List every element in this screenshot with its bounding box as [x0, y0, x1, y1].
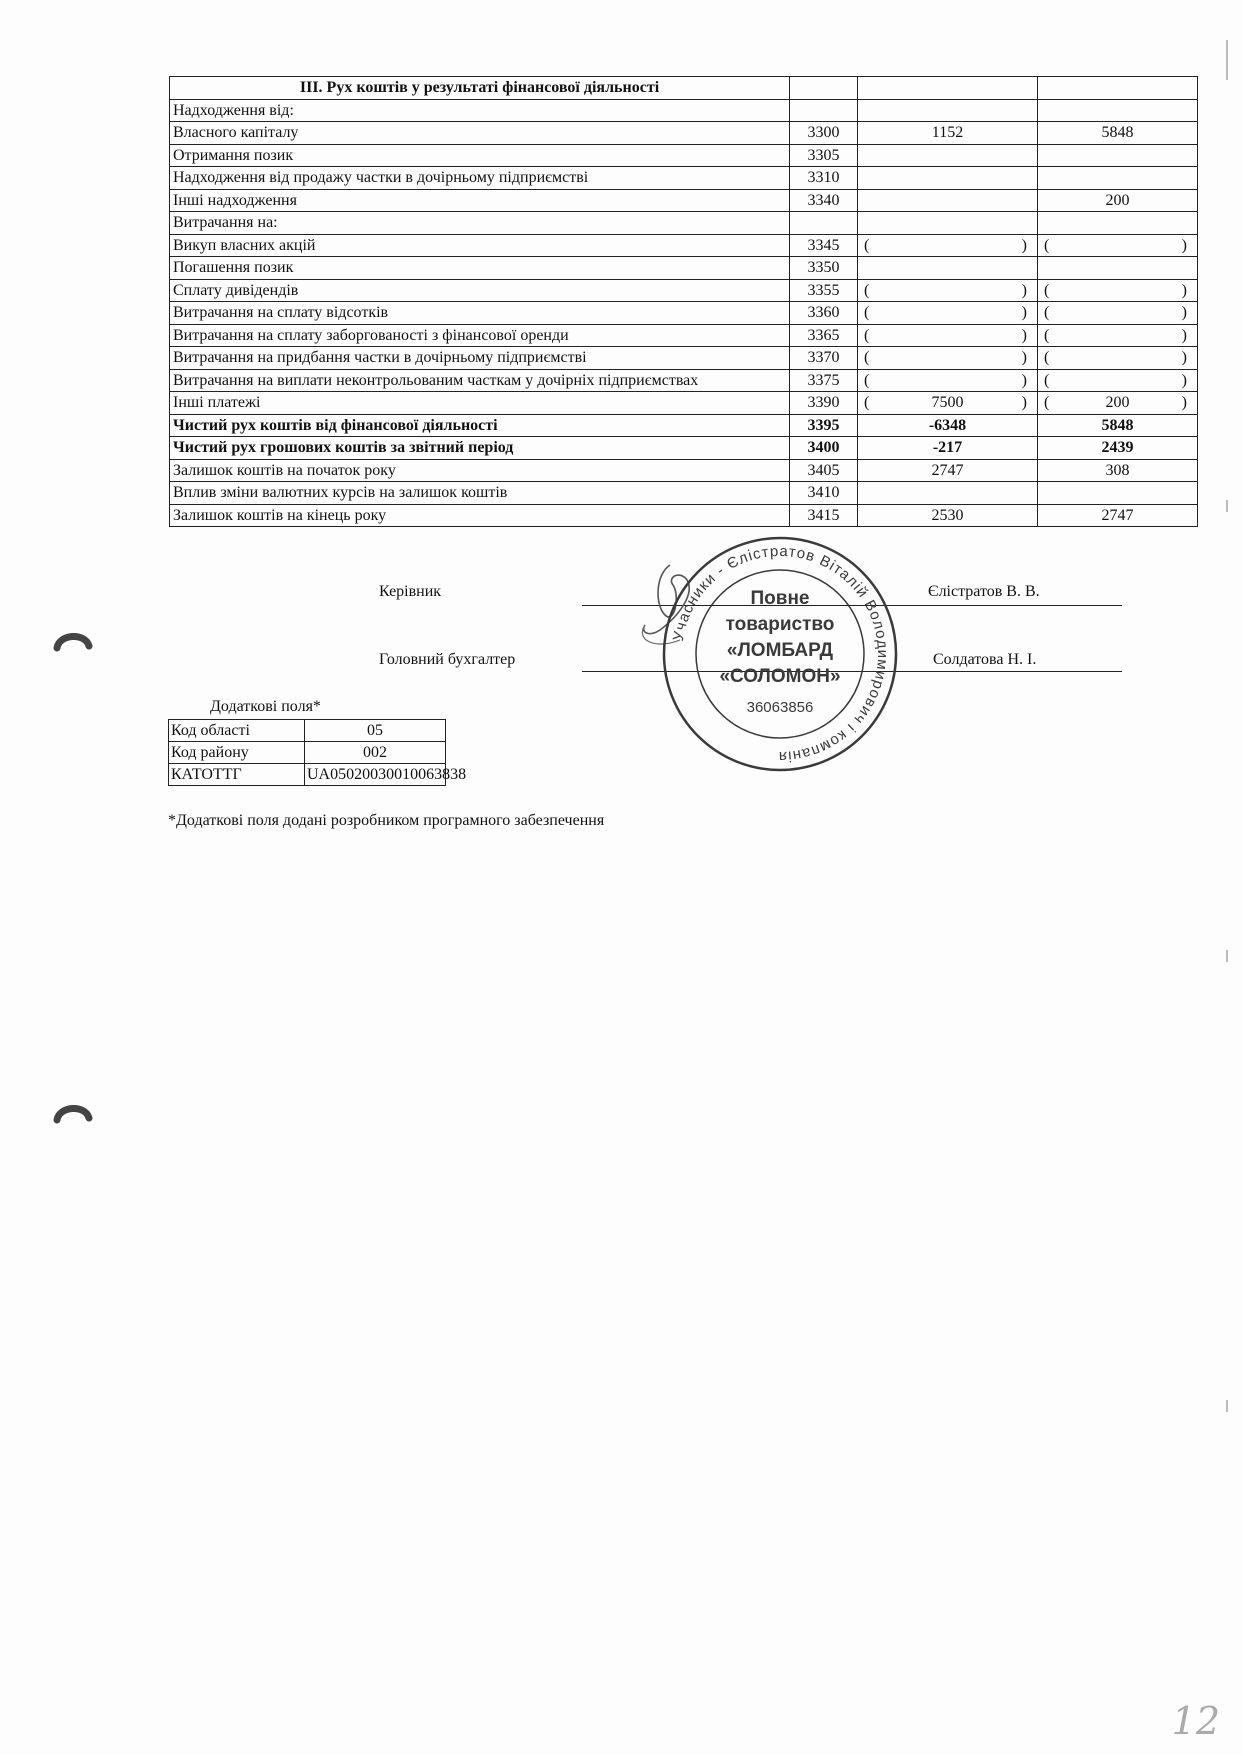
- current-period-value: 2530: [931, 506, 964, 524]
- extra-field-value: 05: [305, 720, 446, 742]
- row-code: 3390: [790, 392, 858, 415]
- open-paren: (: [864, 394, 870, 411]
- extra-field-value: UA05020030010063838: [305, 764, 446, 786]
- current-period-cell: [858, 99, 1038, 122]
- row-label: Отримання позик: [170, 144, 790, 167]
- table-row: [170, 414, 1198, 437]
- row-label: Залишок коштів на початок року: [170, 459, 790, 482]
- row-code: 3395: [790, 414, 858, 437]
- page-number: 12: [1171, 1699, 1220, 1743]
- stamp-code: 36063856: [746, 699, 814, 716]
- row-label: Надходження від продажу частки в дочірньому підприємстві: [170, 167, 790, 190]
- current-period-cell: [858, 437, 1038, 460]
- current-period-cell: [858, 302, 1038, 325]
- table-row: [170, 122, 1198, 145]
- open-paren: (: [1044, 236, 1050, 254]
- current-period-cell: [858, 414, 1038, 437]
- table-row: [170, 167, 1198, 190]
- stamp-line2: товариство: [725, 614, 835, 635]
- previous-period-cell: [1038, 279, 1198, 302]
- previous-period-value: 200: [1105, 191, 1130, 209]
- section-header-row: [170, 77, 1198, 100]
- close-paren: ): [1021, 394, 1027, 411]
- row-code: 3340: [790, 189, 858, 212]
- open-paren: (: [1044, 394, 1050, 411]
- previous-period-cell: [1038, 99, 1198, 122]
- row-label: Викуп власних акцій: [170, 234, 790, 257]
- row-code: 3370: [790, 347, 858, 370]
- scan-edge-mark: [1226, 500, 1228, 512]
- previous-period-cell: [1038, 144, 1198, 167]
- previous-period-cell: [1038, 504, 1198, 527]
- row-code: 3410: [790, 482, 858, 505]
- current-period-cell: [858, 392, 1038, 415]
- row-code: 3310: [790, 167, 858, 190]
- close-paren: ): [1181, 326, 1187, 344]
- row-label: Інші платежі: [170, 392, 790, 415]
- close-paren: ): [1181, 349, 1187, 366]
- row-label: Витрачання на придбання частки в дочірньому підприємстві: [170, 347, 790, 370]
- current-period-cell: [858, 212, 1038, 235]
- director-label: Керівник: [379, 583, 442, 600]
- row-code: 3405: [790, 459, 858, 482]
- current-period-cell: [858, 504, 1038, 527]
- open-paren: (: [864, 236, 870, 254]
- previous-period-cell: [1038, 482, 1198, 505]
- extra-fields-title: Додаткові поля*: [210, 698, 321, 715]
- open-paren: (: [864, 349, 870, 366]
- hole-punch-mark: [55, 628, 91, 650]
- current-period-cell: [858, 459, 1038, 482]
- company-seal-stamp: [660, 534, 900, 774]
- table-row: [170, 482, 1198, 505]
- row-label: Витрачання на виплати неконтрольованим часткам у дочірніх підприємствах: [170, 369, 790, 392]
- row-code: 3415: [790, 504, 858, 527]
- table-row: [170, 504, 1198, 527]
- close-paren: ): [1181, 304, 1187, 321]
- extra-fields-table: [168, 719, 467, 786]
- close-paren: ): [1021, 281, 1027, 299]
- table-row: [170, 324, 1198, 347]
- open-paren: (: [1044, 304, 1050, 321]
- current-period-cell: [858, 369, 1038, 392]
- row-label: Витрачання на сплату відсотків: [170, 302, 790, 325]
- close-paren: ): [1021, 326, 1027, 344]
- director-name: Єлістратов В. В.: [928, 583, 1040, 600]
- current-period-cell: [858, 122, 1038, 145]
- row-label: Вплив зміни валютних курсів на залишок коштів: [170, 482, 790, 505]
- table-row: [170, 279, 1198, 302]
- extra-field-row: [169, 742, 446, 764]
- current-period-cell: [858, 324, 1038, 347]
- current-period-value: 2747: [931, 461, 964, 479]
- stamp-line4: «СОЛОМОН»: [719, 666, 841, 687]
- open-paren: (: [864, 326, 870, 344]
- current-period-cell: [858, 347, 1038, 370]
- row-label: Власного капіталу: [170, 122, 790, 145]
- open-paren: (: [864, 304, 870, 321]
- previous-period-value: 308: [1105, 461, 1130, 479]
- table-row: [170, 212, 1198, 235]
- current-period-cell: [858, 234, 1038, 257]
- previous-period-cell: [1038, 369, 1198, 392]
- row-label: Чистий рух коштів від фінансової діяльності: [170, 414, 790, 437]
- open-paren: (: [864, 371, 870, 389]
- close-paren: ): [1021, 236, 1027, 254]
- row-code: 3355: [790, 279, 858, 302]
- previous-period-cell: [1038, 437, 1198, 460]
- table-row: [170, 347, 1198, 370]
- current-period-value: 1152: [931, 124, 964, 142]
- row-label: Сплату дивідендів: [170, 279, 790, 302]
- close-paren: ): [1181, 236, 1187, 254]
- cash-flow-table-body: [170, 77, 1198, 527]
- scan-edge-mark: [1226, 40, 1228, 80]
- previous-period-cell: [1038, 257, 1198, 280]
- open-paren: (: [1044, 371, 1050, 389]
- extra-field-value: 002: [305, 742, 446, 764]
- extra-field-row: [169, 720, 446, 742]
- previous-period-value: 5848: [1101, 416, 1134, 434]
- table-row: [170, 234, 1198, 257]
- accountant-name: Солдатова Н. І.: [933, 651, 1037, 668]
- previous-period-cell: [1038, 189, 1198, 212]
- table-row: [170, 369, 1198, 392]
- previous-period-cell: [1038, 347, 1198, 370]
- stamp-ring-text: Учасники - Єлістратов Віталій Володимирович і компанія: [669, 542, 892, 766]
- stamp-line3: «ЛОМБАРД: [726, 640, 834, 661]
- previous-period-cell: [1038, 167, 1198, 190]
- extra-field-label: Код області: [169, 720, 305, 742]
- current-period-value: -217: [932, 439, 963, 457]
- row-code: 3305: [790, 144, 858, 167]
- current-period-cell: [858, 144, 1038, 167]
- previous-period-cell: [1038, 212, 1198, 235]
- close-paren: ): [1021, 371, 1027, 389]
- stamp-line1: Повне: [750, 588, 810, 609]
- extra-field-label: КАТОТТГ: [169, 764, 305, 786]
- row-code: [790, 212, 858, 235]
- row-label: Чистий рух грошових коштів за звітний період: [170, 437, 790, 460]
- close-paren: ): [1181, 371, 1187, 389]
- close-paren: ): [1021, 349, 1027, 366]
- previous-period-cell: [1038, 234, 1198, 257]
- row-code: 3365: [790, 324, 858, 347]
- row-label: Інші надходження: [170, 189, 790, 212]
- row-label: Витрачання на:: [170, 212, 790, 235]
- current-period-value: 7500: [931, 394, 964, 412]
- table-row: [170, 302, 1198, 325]
- footnote: *Додаткові поля додані розробником програмного забезпечення: [168, 812, 605, 829]
- previous-period-cell: [1038, 122, 1198, 145]
- row-label: Надходження від:: [170, 99, 790, 122]
- previous-period-cell: [1038, 302, 1198, 325]
- previous-period-value: 200: [1105, 394, 1130, 412]
- open-paren: (: [1044, 349, 1050, 366]
- previous-period-value: 5848: [1101, 124, 1134, 142]
- close-paren: ): [1181, 394, 1187, 411]
- row-code: 3360: [790, 302, 858, 325]
- section-code-cell: [790, 77, 858, 100]
- extra-field-label: Код району: [169, 742, 305, 764]
- current-period-cell: [858, 167, 1038, 190]
- extra-fields-body: [169, 720, 467, 786]
- section-current-cell: [858, 77, 1038, 100]
- scan-edge-mark: [1226, 1400, 1228, 1412]
- accountant-label: Головний бухгалтер: [379, 651, 516, 668]
- previous-period-cell: [1038, 414, 1198, 437]
- row-code: [790, 99, 858, 122]
- table-row: [170, 437, 1198, 460]
- row-label: Витрачання на сплату заборгованості з фінансової оренди: [170, 324, 790, 347]
- previous-period-value: 2439: [1101, 439, 1134, 457]
- table-row: [170, 144, 1198, 167]
- row-code: 3375: [790, 369, 858, 392]
- open-paren: (: [1044, 326, 1050, 344]
- table-row: [170, 99, 1198, 122]
- extra-field-row: [169, 764, 446, 786]
- table-row: [170, 459, 1198, 482]
- table-row: [170, 189, 1198, 212]
- current-period-cell: [858, 482, 1038, 505]
- row-label: Залишок коштів на кінець року: [170, 504, 790, 527]
- previous-period-cell: [1038, 392, 1198, 415]
- current-period-value: -6348: [928, 416, 967, 434]
- previous-period-cell: [1038, 324, 1198, 347]
- table-row: [170, 257, 1198, 280]
- row-label: Погашення позик: [170, 257, 790, 280]
- close-paren: ): [1181, 281, 1187, 299]
- section-title: III. Рух коштів у результаті фінансової діяльності: [170, 77, 790, 100]
- row-code: 3300: [790, 122, 858, 145]
- current-period-cell: [858, 189, 1038, 212]
- row-code: 3400: [790, 437, 858, 460]
- table-row: [170, 392, 1198, 415]
- open-paren: (: [1044, 281, 1050, 299]
- cash-flow-financial-table: [169, 76, 1198, 527]
- scan-edge-mark: [1226, 950, 1228, 962]
- previous-period-value: 2747: [1101, 506, 1134, 524]
- hole-punch-mark: [55, 1100, 91, 1122]
- open-paren: (: [864, 281, 870, 299]
- row-code: 3350: [790, 257, 858, 280]
- close-paren: ): [1021, 304, 1027, 321]
- current-period-cell: [858, 279, 1038, 302]
- row-code: 3345: [790, 234, 858, 257]
- previous-period-cell: [1038, 459, 1198, 482]
- section-previous-cell: [1038, 77, 1198, 100]
- current-period-cell: [858, 257, 1038, 280]
